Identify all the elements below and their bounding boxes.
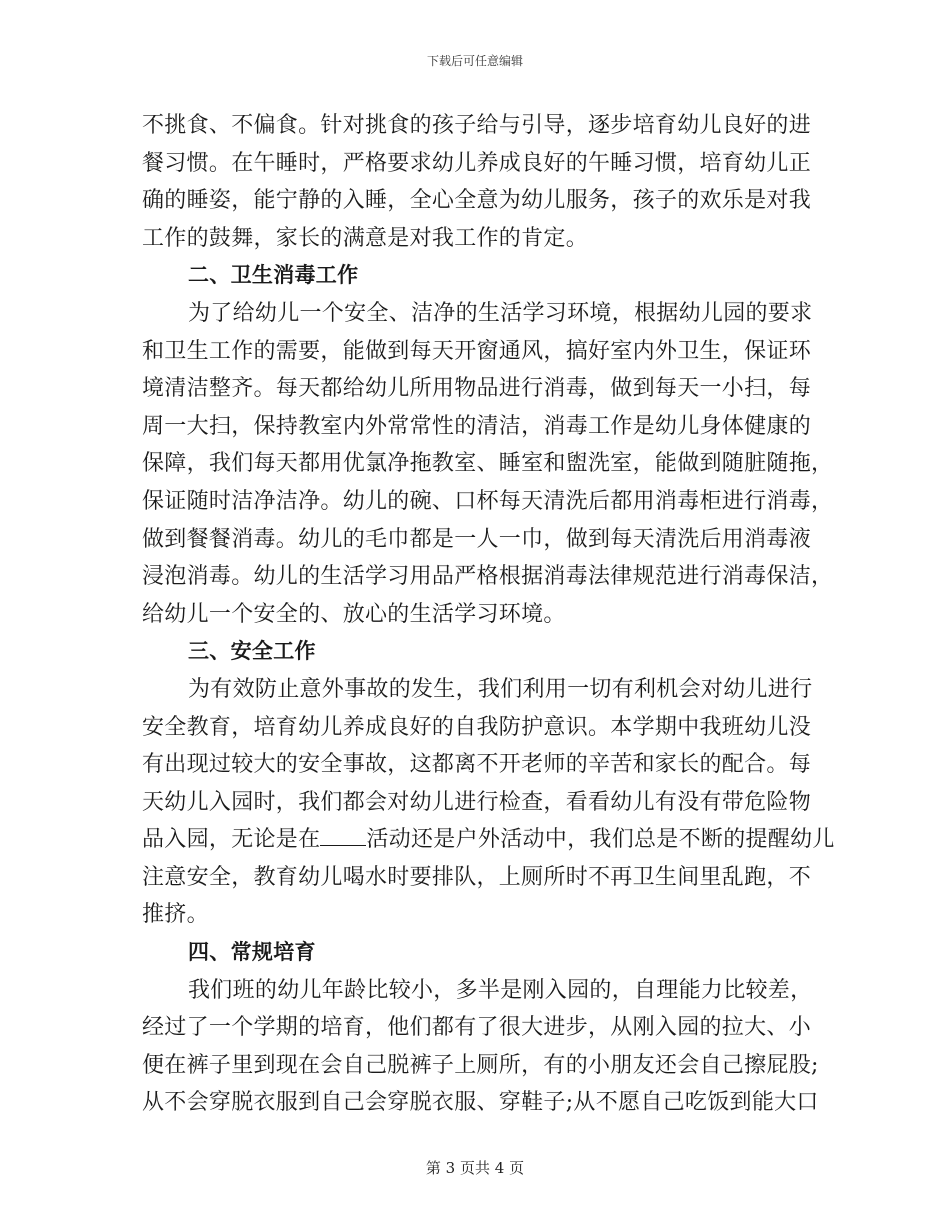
text-line: 为有效防止意外事故的发生，我们利用一切有利机会对幼儿进行 [188, 676, 813, 702]
text-line: 和卫生工作的需要，能做到每天开窗通风，搞好室内外卫生，保证环 [142, 338, 812, 364]
page-footer: 第 3 页共 4 页 [425, 1159, 525, 1177]
text-line: 便在裤子里到现在会自己脱裤子上厕所，有的小朋友还会自己擦屁股; [142, 1052, 819, 1078]
text-segment: 活动还是户外活动中，我们总是不断的提醒幼儿 [366, 827, 835, 853]
text-line: 浸泡消毒。幼儿的生活学习用品严格根据消毒法律规范进行消毒保洁， [142, 564, 834, 590]
text-line: 安全教育，培育幼儿养成良好的自我防护意识。本学期中我班幼儿没 [142, 714, 812, 740]
text-line: 为了给幼儿一个安全、洁净的生活学习环境，根据幼儿园的要求 [188, 300, 813, 326]
text-line: 天幼儿入园时，我们都会对幼儿进行检查，看看幼儿有没有带危险物 [142, 789, 812, 815]
text-line: 我们班的幼儿年龄比较小，多半是刚入园的，自理能力比较差， [188, 977, 813, 1003]
text-line: 从不会穿脱衣服到自己会穿脱衣服、穿鞋子;从不愿自己吃饭到能大口 [142, 1090, 819, 1116]
page-header: 下载后可任意编辑 [426, 54, 523, 68]
text-line: 工作的鼓舞，家长的满意是对我工作的肯定。 [142, 225, 589, 251]
text-line: 保障，我们每天都用优氯净拖教室、睡室和盥洗室，能做到随脏随拖， [142, 451, 834, 477]
text-line: 确的睡姿，能宁静的入睡，全心全意为幼儿服务，孩子的欢乐是对我 [142, 188, 812, 214]
document-body [142, 107, 835, 1122]
blank-underline [320, 827, 366, 846]
text-line: 不挑食、不偏食。针对挑食的孩子给与引导，逐步培育幼儿良好的进 [142, 113, 812, 138]
section-heading: 三、安全工作 [188, 639, 316, 664]
text-line: 经过了一个学期的培育，他们都有了很大进步，从刚入园的拉大、小 [142, 1015, 812, 1041]
section-heading: 二、卫生消毒工作 [188, 263, 359, 288]
text-line: 注意安全，教育幼儿喝水时要排队，上厕所时不再卫生间里乱跑，不 [142, 864, 812, 890]
text-line: 给幼儿一个安全的、放心的生活学习环境。 [142, 601, 566, 627]
text-line: 境清洁整齐。每天都给幼儿所用物品进行消毒，做到每天一小扫，每 [142, 376, 812, 402]
text-segment: 品入园，无论是在 [142, 827, 321, 853]
text-line: 有出现过较大的安全事故，这都离不开老师的辛苦和家长的配合。每 [142, 752, 812, 778]
text-line: 推挤。 [142, 902, 209, 928]
text-line: 保证随时洁净洁净。幼儿的碗、口杯每天清洗后都用消毒柜进行消毒， [142, 488, 834, 514]
text-line: 做到餐餐消毒。幼儿的毛巾都是一人一巾，做到每天清洗后用消毒液 [142, 526, 812, 552]
text-line: 周一大扫，保持教室内外常常性的清洁，消毒工作是幼儿身体健康的 [142, 413, 812, 439]
text-line: 餐习惯。在午睡时，严格要求幼儿养成良好的午睡习惯，培育幼儿正 [142, 150, 812, 176]
text-line [142, 821, 835, 859]
section-heading: 四、常规培育 [188, 940, 316, 965]
